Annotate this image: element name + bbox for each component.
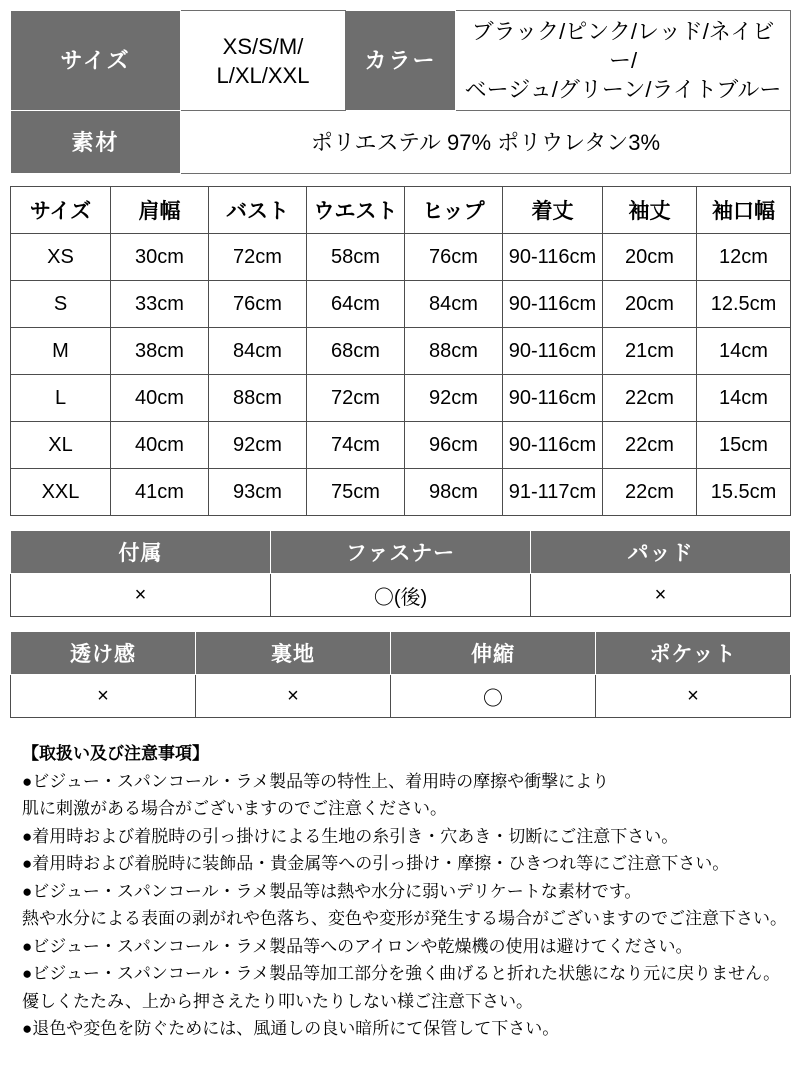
size-cell: 72cm xyxy=(307,375,405,422)
size-cell: 76cm xyxy=(209,281,307,328)
size-cell: 75cm xyxy=(307,469,405,516)
spec-value-cell: × xyxy=(11,574,271,617)
size-cell: 12.5cm xyxy=(697,281,791,328)
spec-value-cell: × xyxy=(596,675,791,718)
size-cell: 14cm xyxy=(697,328,791,375)
size-cell: 92cm xyxy=(209,422,307,469)
size-chart-header-cell: 袖口幅 xyxy=(697,187,791,234)
size-value-line2: L/XL/XXL xyxy=(216,62,310,88)
product-info-table xyxy=(10,10,791,174)
spec-value-cell: × xyxy=(196,675,391,718)
care-note-line: 肌に刺激がある場合がございますのでご注意ください。 xyxy=(22,799,447,819)
size-cell: 96cm xyxy=(405,422,503,469)
size-cell: 22cm xyxy=(603,469,697,516)
spec-table-fabric xyxy=(10,631,791,718)
color-value-line2: ベージュ/グリーン/ライトブルー xyxy=(464,77,782,103)
care-note-line: 熱や水分による表面の剥がれや色落ち、変色や変形が発生する場合がございますのでご注意下さい。 xyxy=(22,909,787,929)
size-cell: 20cm xyxy=(603,234,697,281)
table-row xyxy=(11,11,791,111)
size-cell: 21cm xyxy=(603,328,697,375)
size-chart-header-cell: 肩幅 xyxy=(111,187,209,234)
size-cell: 22cm xyxy=(603,422,697,469)
size-cell: 84cm xyxy=(209,328,307,375)
size-cell: 90-116cm xyxy=(503,234,603,281)
size-cell: XL xyxy=(11,422,111,469)
size-cell: 58cm xyxy=(307,234,405,281)
size-cell: 41cm xyxy=(111,469,209,516)
size-chart-header-cell: 着丈 xyxy=(503,187,603,234)
size-cell: XXL xyxy=(11,469,111,516)
spec-value-cell: 〇 xyxy=(391,675,596,718)
size-cell: 64cm xyxy=(307,281,405,328)
table-row xyxy=(11,531,791,574)
size-cell: 88cm xyxy=(209,375,307,422)
table-row xyxy=(11,111,791,174)
size-cell: 92cm xyxy=(405,375,503,422)
spec-table-accessories xyxy=(10,530,791,617)
spec-header-cell: 透け感 xyxy=(11,632,196,675)
size-cell: 38cm xyxy=(111,328,209,375)
table-row xyxy=(11,469,791,516)
size-cell: 30cm xyxy=(111,234,209,281)
care-note-line: ●ビジュー・スパンコール・ラメ製品等は熱や水分に弱いデリケートな素材です。 xyxy=(22,881,642,901)
size-cell: XS xyxy=(11,234,111,281)
care-note-line: ●着用時および着脱時の引っ掛けによる生地の糸引き・穴あき・切断にご注意下さい。 xyxy=(22,826,679,846)
size-value-line1: XS/S/M/ xyxy=(222,33,304,59)
size-cell: 68cm xyxy=(307,328,405,375)
size-chart-header-cell: バスト xyxy=(209,187,307,234)
table-row xyxy=(11,234,791,281)
size-cell: 93cm xyxy=(209,469,307,516)
size-cell: 90-116cm xyxy=(503,422,603,469)
size-chart-table xyxy=(10,186,791,516)
size-cell: S xyxy=(11,281,111,328)
size-chart-header-cell: ヒップ xyxy=(405,187,503,234)
spec-header-cell: 付属 xyxy=(11,531,271,574)
spec-header-cell: パッド xyxy=(531,531,791,574)
size-cell: 74cm xyxy=(307,422,405,469)
size-chart-header-row xyxy=(11,187,791,234)
care-note-line: ●ビジュー・スパンコール・ラメ製品等加工部分を強く曲げると折れた状態になり元に戻りません。 xyxy=(22,964,781,984)
table-row xyxy=(11,422,791,469)
care-note-line: ●着用時および着脱時に装飾品・貴金属等への引っ掛け・摩擦・ひきつれ等にご注意下さい。 xyxy=(22,854,730,874)
size-cell: 91-117cm xyxy=(503,469,603,516)
size-cell: 14cm xyxy=(697,375,791,422)
table-row xyxy=(11,675,791,718)
size-cell: 12cm xyxy=(697,234,791,281)
size-cell: 22cm xyxy=(603,375,697,422)
size-cell: 72cm xyxy=(209,234,307,281)
color-value-line1: ブラック/ピンク/レッド/ネイビー/ xyxy=(471,19,775,74)
spec-header-cell: 裏地 xyxy=(196,632,391,675)
size-value xyxy=(181,11,346,111)
size-cell: M xyxy=(11,328,111,375)
spec-header-cell: 伸縮 xyxy=(391,632,596,675)
care-note-line: 優しくたたみ、上から押さえたり叩いたりしない様ご注意下さい。 xyxy=(22,991,534,1011)
spec-value-cell: 〇(後) xyxy=(271,574,531,617)
size-chart-header-cell: ウエスト xyxy=(307,187,405,234)
size-label: サイズ xyxy=(11,11,181,111)
size-cell: 20cm xyxy=(603,281,697,328)
care-notes-title: 【取扱い及び注意事項】 xyxy=(22,744,209,764)
spec-value-cell: × xyxy=(531,574,791,617)
size-cell: 90-116cm xyxy=(503,328,603,375)
spec-value-cell: × xyxy=(11,675,196,718)
size-cell: 76cm xyxy=(405,234,503,281)
color-label: カラー xyxy=(346,11,456,111)
size-cell: 40cm xyxy=(111,422,209,469)
table-row xyxy=(11,375,791,422)
size-cell: 15.5cm xyxy=(697,469,791,516)
size-cell: 90-116cm xyxy=(503,375,603,422)
size-cell: 33cm xyxy=(111,281,209,328)
table-row xyxy=(11,574,791,617)
care-note-line: ●退色や変色を防ぐためには、風通しの良い暗所にて保管して下さい。 xyxy=(22,1019,560,1039)
table-row xyxy=(11,281,791,328)
spec-header-cell: ファスナー xyxy=(271,531,531,574)
size-chart-header-cell: サイズ xyxy=(11,187,111,234)
care-notes xyxy=(10,740,790,1043)
size-cell: 15cm xyxy=(697,422,791,469)
care-note-line: ●ビジュー・スパンコール・ラメ製品等へのアイロンや乾燥機の使用は避けてください。 xyxy=(22,936,693,956)
size-chart-header-cell: 袖丈 xyxy=(603,187,697,234)
size-cell: L xyxy=(11,375,111,422)
size-cell: 40cm xyxy=(111,375,209,422)
size-cell: 98cm xyxy=(405,469,503,516)
size-cell: 88cm xyxy=(405,328,503,375)
size-cell: 90-116cm xyxy=(503,281,603,328)
table-row xyxy=(11,632,791,675)
size-cell: 84cm xyxy=(405,281,503,328)
material-label: 素材 xyxy=(11,111,181,174)
color-value xyxy=(456,11,791,111)
table-row xyxy=(11,328,791,375)
material-value: ポリエステル 97% ポリウレタン3% xyxy=(181,111,791,174)
care-note-line: ●ビジュー・スパンコール・ラメ製品等の特性上、着用時の摩擦や衝撃により xyxy=(22,771,610,791)
spec-header-cell: ポケット xyxy=(596,632,791,675)
